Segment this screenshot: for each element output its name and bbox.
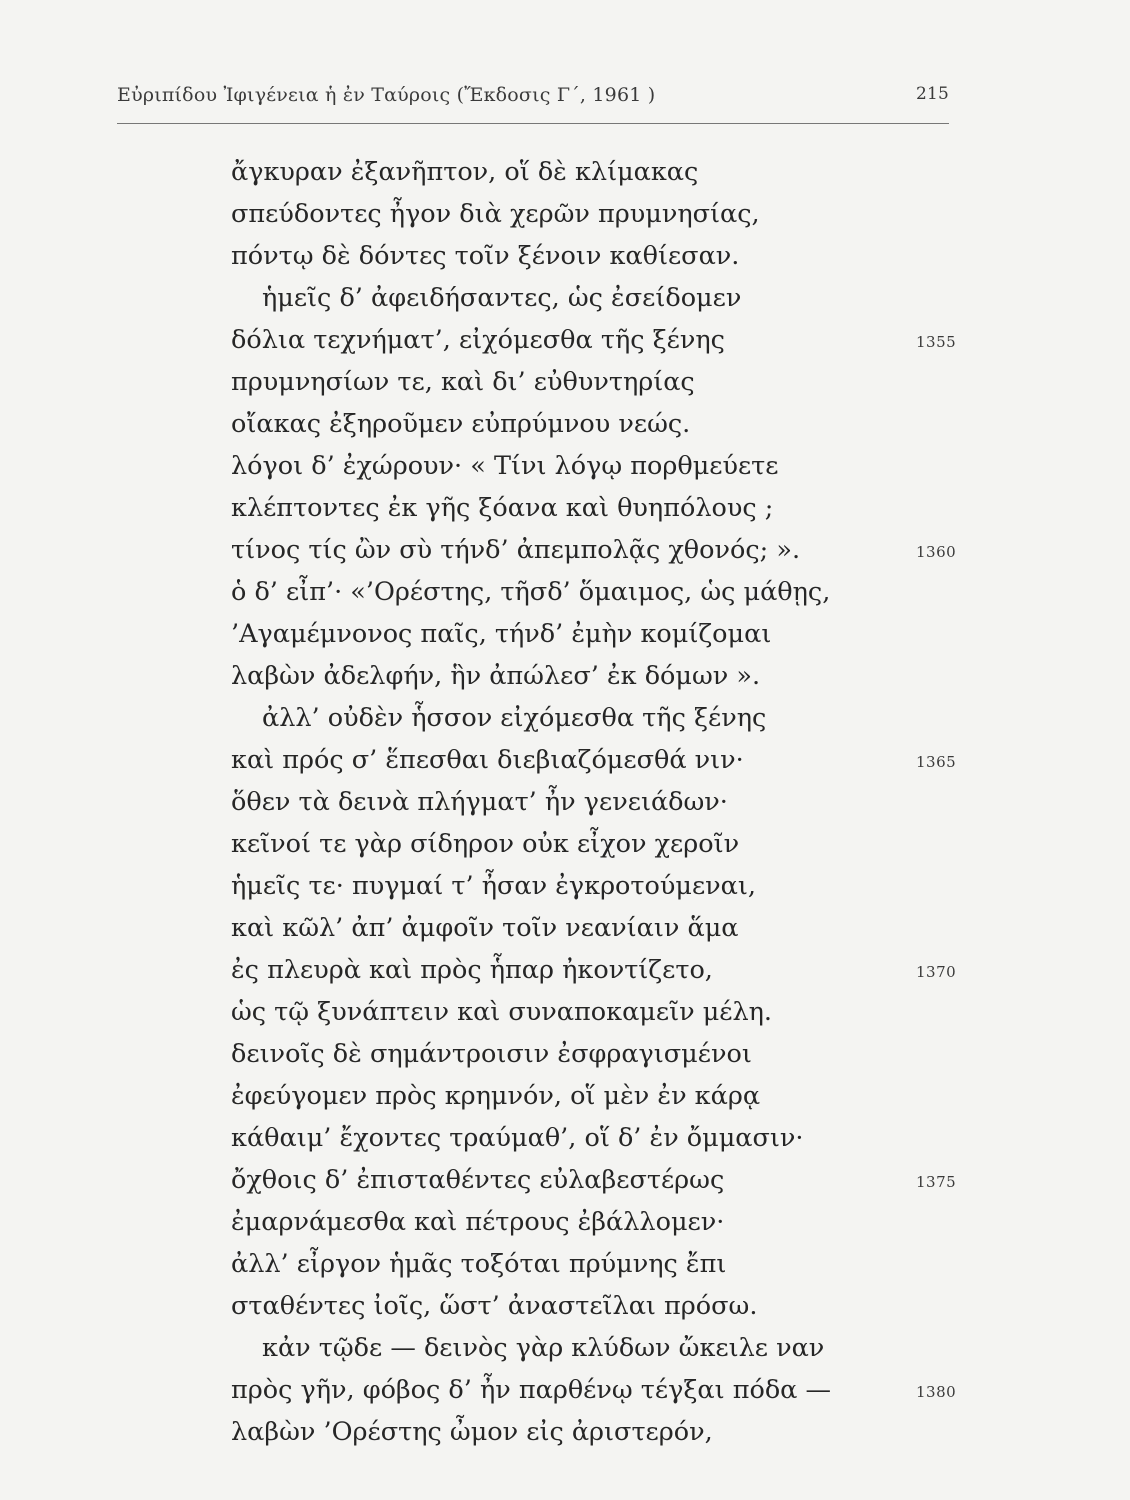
verse-line: ἐφεύγομεν πρὸς κρημνόν, οἵ μὲν ἐν κάρᾳ (231, 1081, 761, 1111)
verse-line: ’Αγαμέμνονος παῖς, τήνδ’ ἐμὴν κομίζομαι (231, 619, 772, 649)
running-title: Εὐριπίδου Ἰφιγένεια ἡ ἐν Ταύροις (Ἔκδοσις Γ΄, 1961 ) (117, 84, 656, 106)
verse-line: δεινοῖς δὲ σημάντροισιν ἐσφραγισμένοι (231, 1039, 752, 1069)
verse-line: ἀλλ’ οὐδὲν ἧσσον εἰχόμεσθα τῆς ξένης (262, 703, 767, 733)
line-number: 1355 (916, 333, 957, 351)
verse-line: καὶ πρός σ’ ἕπεσθαι διεβιαζόμεσθά νιν· (231, 745, 744, 775)
verse-line: ὡς τῷ ξυνάπτειν καὶ συναποκαμεῖν μέλη. (231, 997, 773, 1027)
verse-line: σπεύδοντες ἦγον διὰ χερῶν πρυμνησίας, (231, 199, 760, 229)
verse-line: ἡμεῖς δ’ ἀφειδήσαντες, ὡς ἐσείδομεν (262, 283, 742, 313)
line-number: 1380 (916, 1383, 957, 1401)
verse-line: οἴακας ἐξηροῦμεν εὐπρύμνου νεώς. (231, 409, 691, 439)
verse-line: σταθέντες ἰοῖς, ὥστ’ ἀναστεῖλαι πρόσω. (231, 1291, 758, 1321)
verse-line: τίνος τίς ὢν σὺ τήνδ’ ἀπεμπολᾷς χθονός; ». (231, 535, 801, 565)
verse-line: καὶ κῶλ’ ἀπ’ ἀμφοῖν τοῖν νεανίαιν ἅμα (231, 913, 739, 943)
line-number: 1370 (916, 963, 957, 981)
verse-line: ἄγκυραν ἐξανῆπτον, οἵ δὲ κλίμακας (231, 157, 699, 187)
verse-line: ἐς πλευρὰ καὶ πρὸς ἧπαρ ἠκοντίζετο, (231, 955, 713, 985)
verse-line: πρὸς γῆν, φόβος δ’ ἦν παρθένῳ τέγξαι πόδα — (231, 1375, 832, 1405)
page-number: 215 (915, 84, 949, 104)
verse-line: πρυμνησίων τε, καὶ δι’ εὐθυντηρίας (231, 367, 695, 397)
line-number: 1360 (916, 543, 957, 561)
verse-line: ὁ δ’ εἶπ’· «’Ορέστης, τῆσδ’ ὅμαιμος, ὡς μάθῃς, (231, 577, 831, 607)
verse-line: κλέπτοντες ἐκ γῆς ξόανα καὶ θυηπόλους ; (231, 493, 774, 523)
verse-line: κἀν τῷδε — δεινὸς γὰρ κλύδων ὤκειλε ναν (262, 1333, 825, 1363)
verse-line: λαβὼν ἀδελφήν, ἣν ἀπώλεσ’ ἐκ δόμων ». (231, 661, 761, 691)
line-number: 1375 (916, 1173, 957, 1191)
verse-line: λόγοι δ’ ἐχώρουν· « Τίνι λόγῳ πορθμεύετε (231, 451, 779, 481)
verse-line: ὅθεν τὰ δεινὰ πλήγματ’ ἦν γενειάδων· (231, 787, 728, 817)
verse-line: κάθαιμ’ ἔχοντες τραύμαθ’, οἵ δ’ ἐν ὄμμασιν· (231, 1123, 804, 1153)
line-number: 1365 (916, 753, 957, 771)
verse-line: κεῖνοί τε γὰρ σίδηρον οὐκ εἶχον χεροῖν (231, 829, 740, 859)
verse-line: ἐμαρνάμεσθα καὶ πέτρους ἐβάλλομεν· (231, 1207, 725, 1237)
verse-line: λαβὼν ’Ορέστης ὦμον εἰς ἀριστερόν, (231, 1417, 713, 1447)
verse-line: ἀλλ’ εἶργον ἡμᾶς τοξόται πρύμνης ἔπι (231, 1249, 727, 1279)
verse-line: δόλια τεχνήματ’, εἰχόμεσθα τῆς ξένης (231, 325, 725, 355)
verse-line: ἡμεῖς τε· πυγμαί τ’ ἦσαν ἐγκροτούμεναι, (231, 871, 756, 901)
verse-line: πόντῳ δὲ δόντες τοῖν ξένοιν καθίεσαν. (231, 241, 740, 271)
verse-line: ὄχθοις δ’ ἐπισταθέντες εὐλαβεστέρως (231, 1165, 725, 1195)
